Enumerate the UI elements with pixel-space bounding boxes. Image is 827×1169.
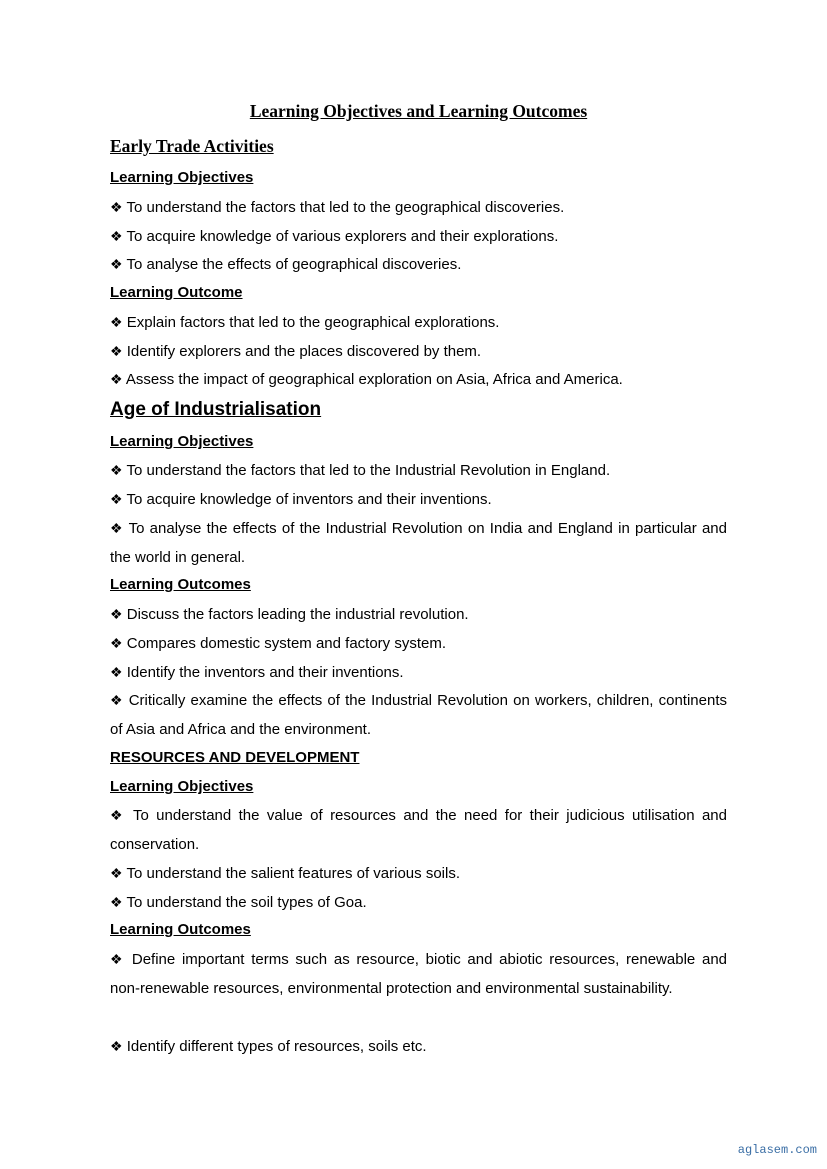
- bullet-icon: ❖: [110, 256, 123, 272]
- bullet-icon: ❖: [110, 664, 123, 680]
- bullet-icon: ❖: [110, 314, 123, 330]
- list-item: ❖ To analyse the effects of the Industrial Revolution on India and England in particular and the world in general.: [110, 520, 727, 566]
- section-heading-resources: RESOURCES AND DEVELOPMENT: [110, 749, 360, 766]
- bullet-icon: ❖: [110, 807, 126, 823]
- list-item: ❖ To understand the salient features of various soils.: [110, 865, 460, 882]
- list-item: ❖ To understand the soil types of Goa.: [110, 894, 367, 911]
- bullet-icon: ❖: [110, 1038, 123, 1054]
- section-heading-early-trade: Early Trade Activities: [110, 136, 274, 156]
- list-item: ❖ To analyse the effects of geographical discoveries.: [110, 256, 462, 273]
- bullet-icon: ❖: [110, 520, 124, 536]
- bullet-icon: ❖: [110, 951, 126, 967]
- list-item: ❖ To acquire knowledge of various explorers and their explorations.: [110, 228, 559, 245]
- bullet-icon: ❖: [110, 228, 123, 244]
- resources-outcomes-heading: Learning Outcomes: [110, 921, 251, 938]
- page-title: Learning Objectives and Learning Outcomes: [249, 101, 588, 121]
- list-item: ❖ To understand the value of resources and the need for their judicious utilisation and conservation.: [110, 807, 727, 853]
- bullet-icon: ❖: [110, 343, 123, 359]
- bullet-icon: ❖: [110, 491, 123, 507]
- list-item: ❖ To understand the factors that led to the geographical discoveries.: [110, 199, 565, 216]
- bullet-icon: ❖: [110, 692, 124, 708]
- bullet-icon: ❖: [110, 894, 123, 910]
- list-item: ❖ Compares domestic system and factory system.: [110, 635, 447, 652]
- bullet-icon: ❖: [110, 371, 123, 387]
- bullet-icon: ❖: [110, 635, 123, 651]
- early-trade-objectives-heading: Learning Objectives: [110, 169, 254, 186]
- watermark-footer: aglasem.com: [737, 1143, 817, 1157]
- list-item: ❖ Identify different types of resources, soils etc.: [110, 1038, 427, 1055]
- list-item: ❖ Define important terms such as resource, biotic and abiotic resources, renewable and non-renewable resources, environmental protection and environmental sustainability.: [110, 951, 727, 997]
- bullet-icon: ❖: [110, 865, 123, 881]
- list-item: ❖ Identify explorers and the places discovered by them.: [110, 343, 482, 360]
- list-item: ❖ To acquire knowledge of inventors and their inventions.: [110, 491, 492, 508]
- section-heading-industrialisation: Age of Industrialisation: [110, 399, 322, 420]
- list-item: ❖ Explain factors that led to the geographical explorations.: [110, 314, 500, 331]
- resources-objectives-heading: Learning Objectives: [110, 778, 254, 795]
- bullet-icon: ❖: [110, 462, 123, 478]
- list-item: ❖ Discuss the factors leading the industrial revolution.: [110, 606, 469, 623]
- list-item: ❖ Critically examine the effects of the Industrial Revolution on workers, children, continents of Asia and Africa and the environment.: [110, 692, 728, 738]
- industrialisation-objectives-heading: Learning Objectives: [110, 433, 254, 450]
- industrialisation-outcomes-heading: Learning Outcomes: [110, 576, 251, 593]
- list-item: ❖ Assess the impact of geographical exploration on Asia, Africa and America.: [110, 371, 623, 388]
- bullet-icon: ❖: [110, 199, 123, 215]
- bullet-icon: ❖: [110, 606, 123, 622]
- list-item: ❖ To understand the factors that led to the Industrial Revolution in England.: [110, 462, 611, 479]
- list-item: ❖ Identify the inventors and their inventions.: [110, 664, 404, 681]
- early-trade-outcomes-heading: Learning Outcome: [110, 284, 243, 301]
